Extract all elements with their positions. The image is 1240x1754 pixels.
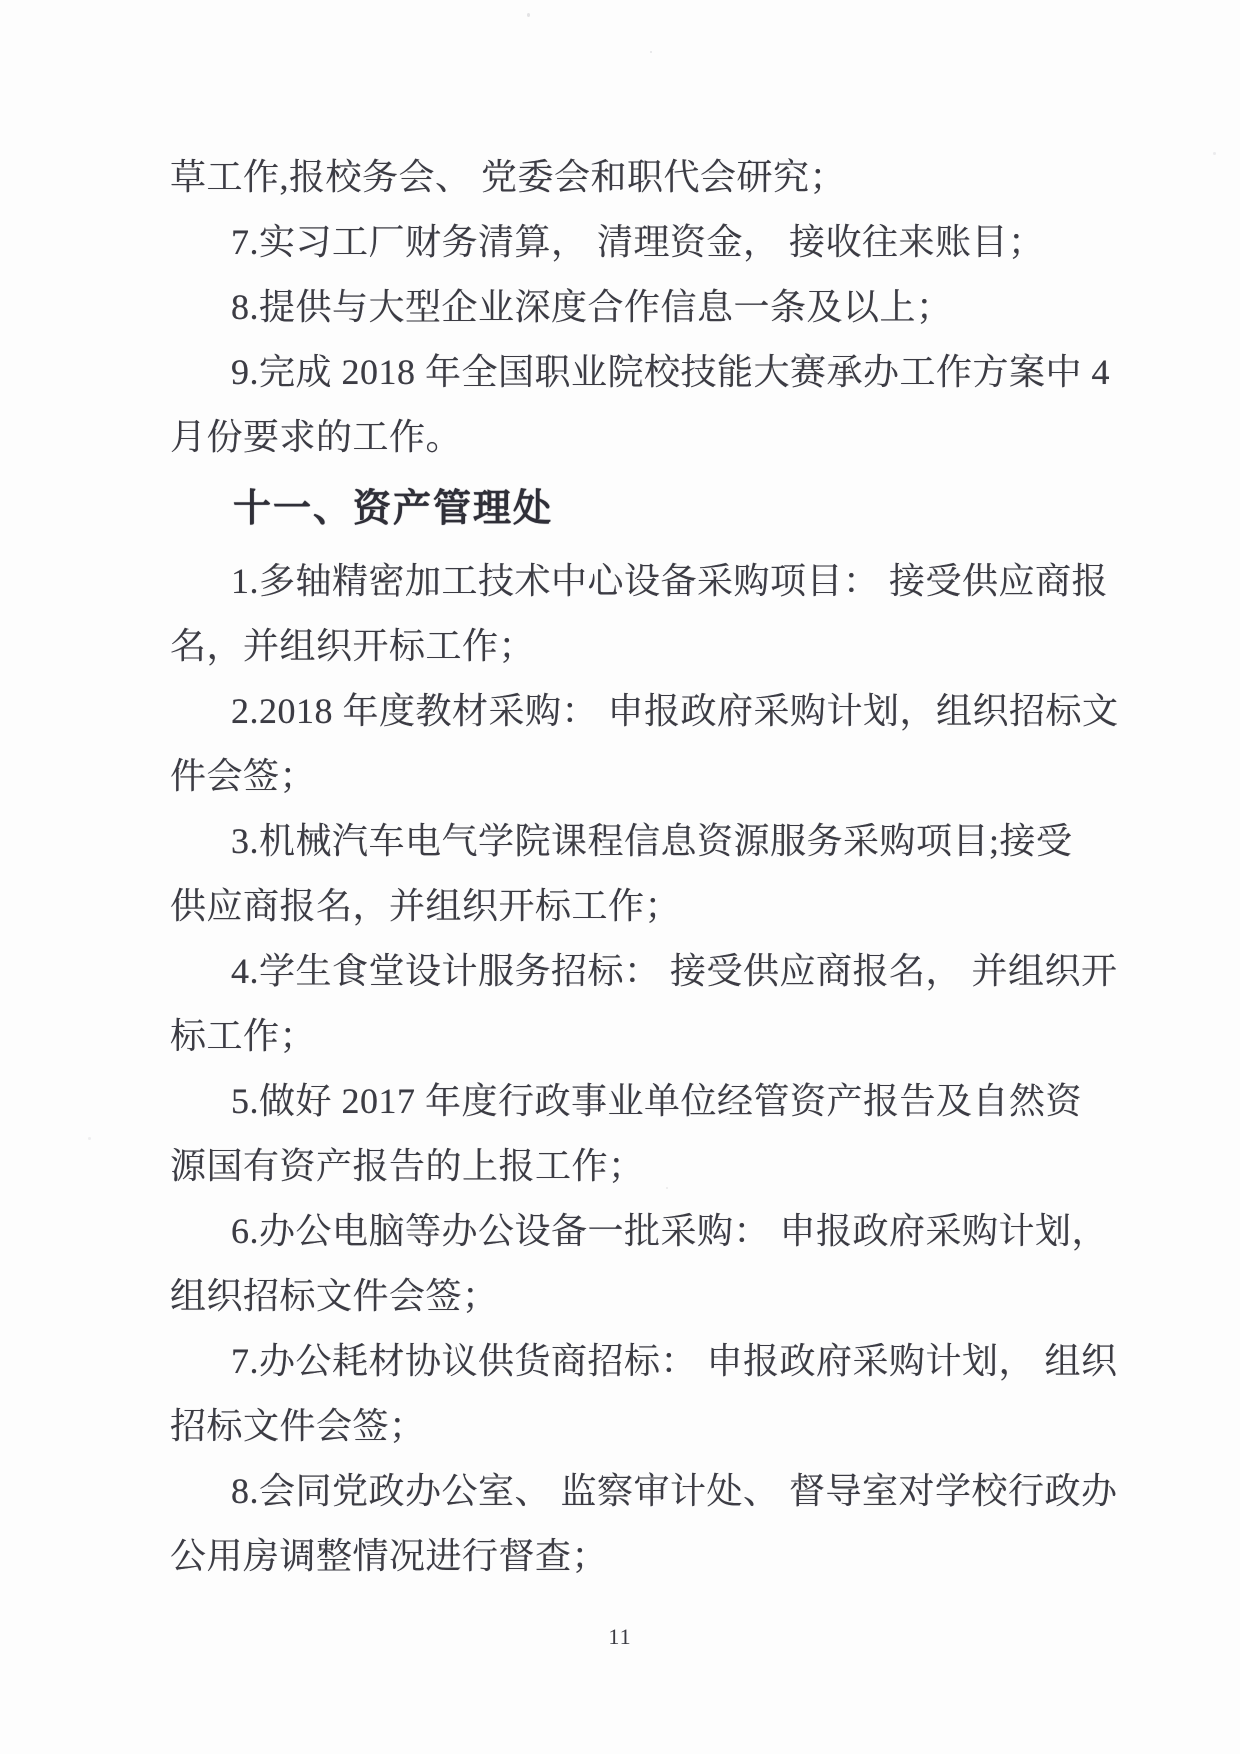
scan-speck: [527, 13, 530, 17]
document-line: 5.做好 2017 年度行政事业单位经管资产报告及自然资: [231, 1081, 1083, 1121]
document-line: 7.办公耗材协议供货商招标： 申报政府采购计划， 组织: [231, 1341, 1118, 1381]
document-line: 6.办公电脑等办公设备一批采购： 申报政府采购计划，: [231, 1211, 1109, 1251]
document-line: 供应商报名，并组织开标工作；: [170, 886, 682, 926]
document-line: 招标文件会签；: [170, 1406, 426, 1446]
page-number: 11: [608, 1624, 632, 1649]
document-line: 标工作；: [170, 1016, 317, 1056]
scan-speck: [666, 1187, 668, 1189]
document-line: 草工作,报校务会、 党委会和职代会研究；: [170, 157, 847, 197]
scan-speck: [1213, 152, 1216, 155]
document-line: 名，并组织开标工作；: [170, 626, 536, 666]
section-heading: 十一、资产管理处: [233, 488, 554, 530]
document-body: [170, 145, 1119, 1589]
document-line: 9.完成 2018 年全国职业院校技能大赛承办工作方案中 4: [231, 352, 1111, 392]
document-line: 3.机械汽车电气学院课程信息资源服务采购项目;接受: [231, 821, 1073, 861]
document-line: 7.实习工厂财务清算， 清理资金， 接收往来账目；: [231, 222, 1045, 262]
document-line: 公用房调整情况进行督查；: [170, 1536, 609, 1576]
document-line: 源国有资产报告的上报工作；: [170, 1146, 645, 1186]
document-line: 件会签；: [170, 756, 317, 796]
document-line: 组织招标文件会签；: [170, 1276, 499, 1316]
document-line: 1.多轴精密加工技术中心设备采购项目： 接受供应商报: [231, 561, 1109, 601]
document-line: 8.会同党政办公室、 监察审计处、 督导室对学校行政办: [231, 1471, 1118, 1511]
document-line: 2.2018 年度教材采购： 申报政府采购计划，组织招标文: [231, 691, 1119, 731]
document-line: 8.提供与大型企业深度合作信息一条及以上；: [231, 287, 953, 327]
document-line: 月份要求的工作。: [170, 417, 463, 457]
document-line: 4.学生食堂设计服务招标： 接受供应商报名， 并组织开: [231, 951, 1118, 991]
scan-speck: [650, 51, 652, 53]
scan-speck: [88, 1137, 91, 1140]
